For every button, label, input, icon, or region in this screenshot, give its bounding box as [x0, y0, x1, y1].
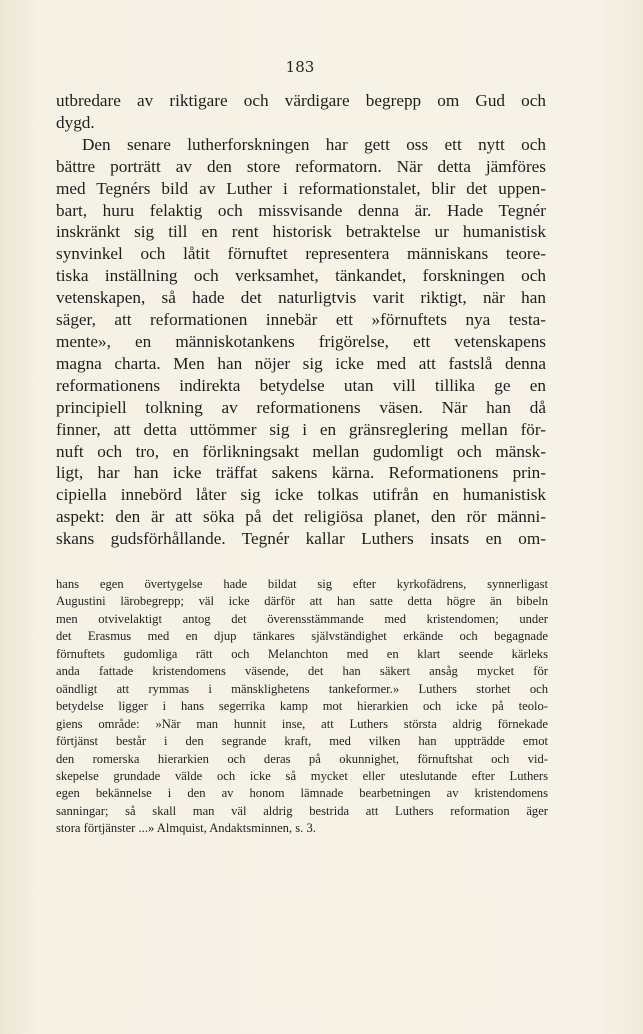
- body-line: cipiella innebörd låter sig icke tolkas utifrån en humanistisk: [56, 485, 546, 505]
- footnote-line: den romerska hierarkien och deras på okunnighet, förnuftshat och vid-: [56, 751, 548, 766]
- body-line: med Tegnérs bild av Luther i reformationstalet, blir det uppen-: [56, 178, 546, 198]
- body-line: dygd.: [56, 112, 95, 132]
- body-line: bart, huru felaktig och missvisande denna är. Hade Tegnér: [56, 200, 546, 220]
- body-line: ligt, har han icke träffat sakens kärna. Reformationens prin-: [56, 463, 546, 483]
- footnote-line: egen bekännelse i den av honom lämnade bearbetningen av kristendomens: [56, 786, 548, 801]
- body-line: principiell tolkning av reformationens väsen. När han då: [56, 397, 546, 417]
- body-line: utbredare av riktigare och värdigare begrepp om Gud och: [56, 91, 546, 110]
- footnote-line: betydelse ligger i hans segerrika kamp mot hierarkien och icke på teolo-: [56, 699, 548, 714]
- footnote-line: men otvivelaktigt antog det överensstämmande med kristendomen; under: [56, 611, 548, 626]
- footnote-line: skepelse grundade välde och icke så mycket eller uteslutande efter Luthers: [56, 768, 548, 783]
- body-line: tiska inställning och verksamhet, tänkandet, forskningen och: [56, 266, 546, 286]
- body-line: synvinkel och låtit förnuftet representera människans teore-: [56, 244, 546, 264]
- body-line: inskränkt sig till en rent historisk betraktelse ur humanistisk: [56, 222, 546, 242]
- footnote-line: stora förtjänster ...» Almquist, Andaktsminnen, s. 3.: [56, 821, 316, 836]
- footnote-line: oändligt att rymmas i mänsklighetens tankeformer.» Luthers storhet och: [56, 681, 548, 696]
- body-line: magna charta. Men han nöjer sig icke med att fastslå denna: [56, 353, 546, 373]
- footnote-line: Augustini lärobegrepp; väl icke därför att han satte detta högre än bibeln: [56, 594, 548, 609]
- footnote-line: anda fattade kristendomens väsende, det han säkert ansåg mycket för: [56, 664, 548, 679]
- body-line: vetenskapen, så hade det naturligtvis varit riktigt, när han: [56, 288, 546, 308]
- body-line: säger, att reformationen innebär ett »förnuftets nya testa-: [56, 310, 546, 330]
- body-line: nuft och tro, en förlikningsakt mellan gudomligt och mänsk-: [56, 441, 546, 461]
- footnote-line: förtjänst består i den segrande kraft, med vilken han uppträdde emot: [56, 734, 548, 749]
- body-line: skans gudsförhållande. Tegnér kallar Luthers insats en om-: [56, 529, 546, 549]
- body-line: reformationens indirekta betydelse utan vill tillika ge en: [56, 375, 546, 395]
- footnote-line: giens område: »När man hunnit inse, att Luthers största aldrig förnekade: [56, 716, 548, 731]
- page-number: 183: [285, 58, 315, 76]
- body-line: aspekt: den är att söka på det religiösa planet, den rör männi-: [56, 507, 546, 527]
- body-line: finner, att detta uttömmer sig i en gränsreglering mellan för-: [56, 419, 546, 439]
- footnote: [56, 576, 548, 838]
- footnote-line: sanningar; så skall man väl aldrig bestrida att Luthers reformation äger: [56, 803, 548, 818]
- main-text: [56, 90, 546, 550]
- body-line: Den senare lutherforskningen har gett oss ett nytt och: [82, 134, 546, 154]
- body-line: bättre porträtt av den store reformatorn. När detta jämföres: [56, 156, 546, 176]
- body-line: mente», en människotankens frigörelse, ett vetenskapens: [56, 331, 546, 351]
- footnote-line: förnuftets gudomliga rätt och Melanchton med en klart seende kärleks: [56, 646, 548, 661]
- footnote-line: hans egen övertygelse hade bildat sig efter kyrkofädrens, synnerligast: [56, 577, 548, 591]
- footnote-line: det Erasmus med en djup tänkares självständighet erkände och begagnade: [56, 629, 548, 644]
